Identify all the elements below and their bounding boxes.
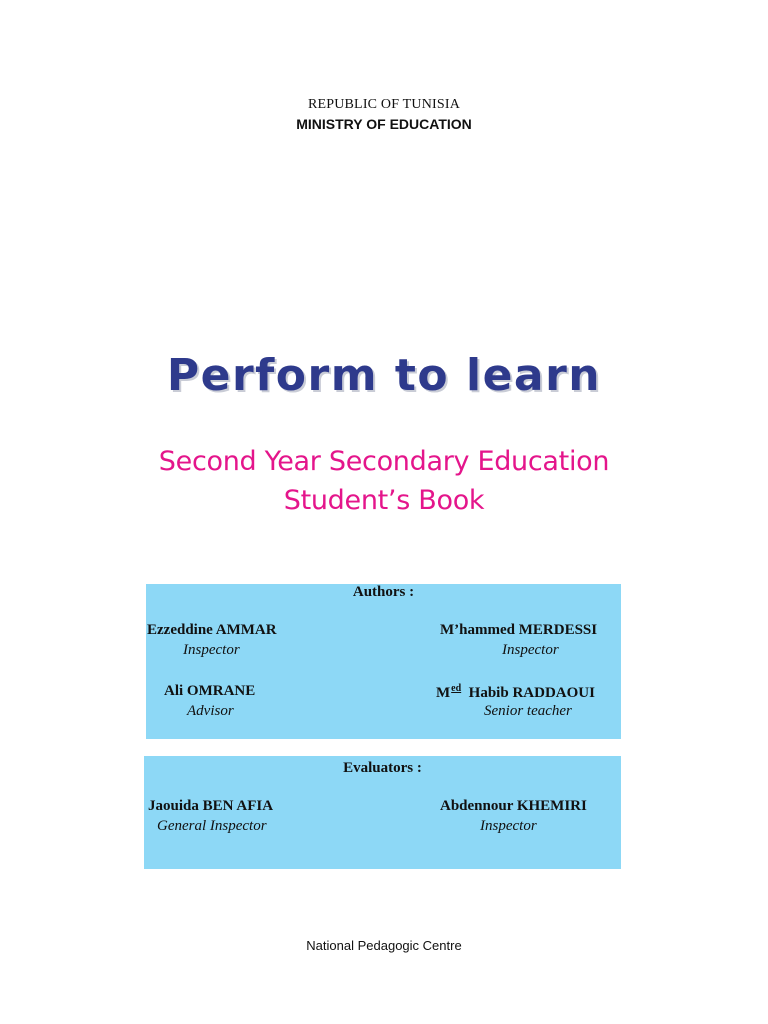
author-name: Ezzeddine AMMAR [147,622,277,638]
evaluator-role: General Inspector [157,818,267,834]
author-role: Inspector [183,642,240,658]
book-title: Perform to learn [166,350,602,401]
evaluators-heading: Evaluators : [343,760,422,776]
author-role: Inspector [502,642,559,658]
author-role: Advisor [187,703,234,719]
evaluator-name: Abdennour KHEMIRI [440,798,587,814]
author-name: Ali OMRANE [164,683,256,699]
publisher-label: National Pedagogic Centre [306,938,462,953]
author-name-prefix: M [436,685,451,701]
author-role: Senior teacher [484,703,572,719]
author-name-rest: Habib RADDAOUI [468,685,595,701]
authors-heading: Authors : [352,584,415,600]
evaluators-panel [144,756,621,869]
republic-label: REPUBLIC OF TUNISIA [307,97,461,112]
author-name-superscript: ed [451,683,462,694]
subtitle-line-2: Student’s Book [283,485,485,516]
ministry-label: MINISTRY OF EDUCATION [296,116,472,132]
evaluator-role: Inspector [480,818,537,834]
authors-panel [146,584,621,739]
author-name: M’hammed MERDESSI [440,622,598,638]
subtitle-line-1: Second Year Secondary Education [158,446,610,477]
author-name [436,683,595,702]
evaluator-name: Jaouida BEN AFIA [148,798,274,814]
